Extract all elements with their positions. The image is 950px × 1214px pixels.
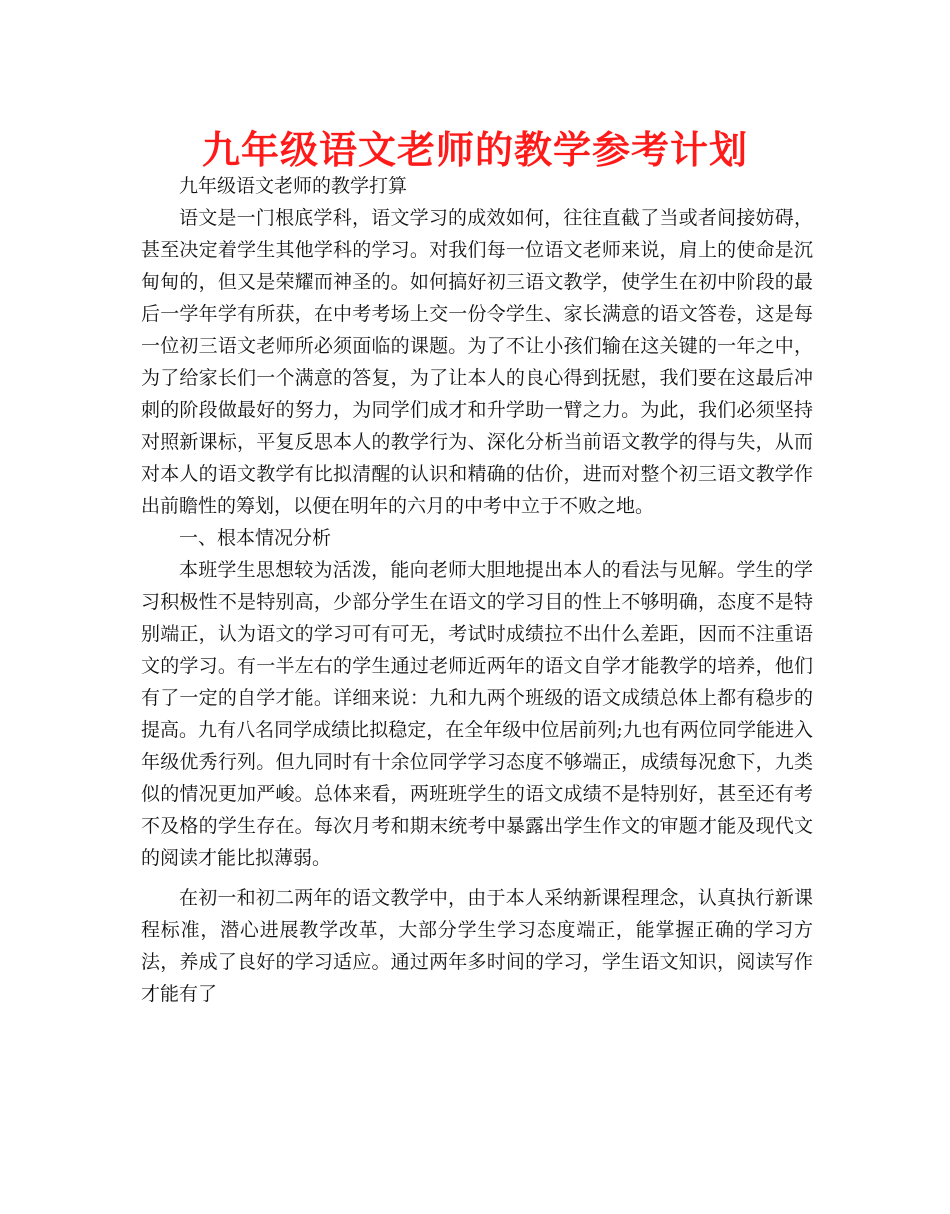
document-title: 九年级语文老师的教学参考计划	[201, 128, 748, 172]
analysis-paragraph: 本班学生思想较为活泼，能向老师大胆地提出本人的看法与见解。学生的学习积极性不是特别高，少部分学生在语文的学习目的性上不够明确，态度不是特别端正，认为语文的学习可有可无，考试时成绩拉不出什么差距，因而不注重语文的学习。有一半左右的学生通过老师近两年的语文自学才能教学的培养，他们有了一定的自学才能。详细来说：九和九两个班级的语文成绩总体上都有稳步的提高。九有八名同学成绩比拟稳定，在全年级中位居前列;九也有两位同学能进入年级优秀行列。但九同时有十余位同学学习态度不够端正，成绩每况愈下，九类似的情况更加严峻。总体来看，两班班学生的语文成绩不是特别好，甚至还有考不及格的学生存在。每次月考和期末统考中暴露出学生作文的审题才能及现代文的阅读才能比拟薄弱。	[141, 559, 813, 869]
teaching-paragraph: 在初一和初二两年的语文教学中，由于本人采纳新课程理念，认真执行新课程标准，潜心进展教学改革，大部分学生学习态度端正，能掌握正确的学习方法，养成了良好的学习适应。通过两年多时间的学习，学生语文知识，阅读写作才能有了	[141, 887, 813, 1005]
subtitle-paragraph: 九年级语文老师的教学打算	[179, 175, 408, 197]
section-heading: 一、根本情况分析	[179, 527, 332, 549]
intro-paragraph: 语文是一门根底学科，语文学习的成效如何，往往直截了当或者间接妨碍，甚至决定着学生其他学科的学习。对我们每一位语文老师来说，肩上的使命是沉甸甸的，但又是荣耀而神圣的。如何搞好初三语文教学，使学生在初中阶段的最后一学年学有所获，在中考考场上交一份令学生、家长满意的语文答卷，这是每一位初三语文老师所必须面临的课题。为了不让小孩们输在这关键的一年之中，为了给家长们一个满意的答复，为了让本人的良心得到抚慰，我们要在这最后冲刺的阶段做最好的努力，为同学们成才和升学助一臂之力。为此，我们必须坚持对照新课标，平复反思本人的教学行为、深化分析当前语文教学的得与失，从而对本人的语文教学有比拟清醒的认识和精确的估价，进而对整个初三语文教学作出前瞻性的筹划，以便在明年的六月的中考中立于不败之地。	[141, 207, 813, 517]
document-body	[141, 170, 813, 1010]
